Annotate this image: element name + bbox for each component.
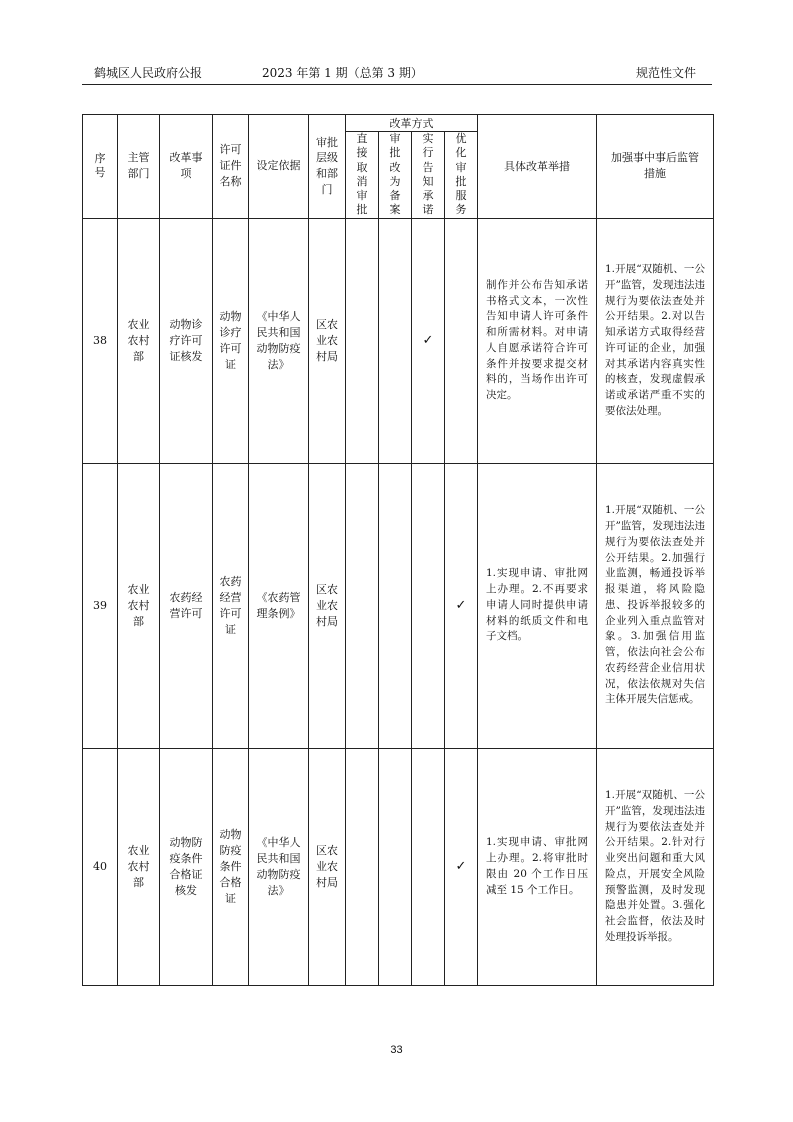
cell-supervision: 1.开展“双随机、一公开”监管，发现违法违规行为要依法查处并公开结果。2.对以告知承诺方式取得经营许可证的企业，加强对其承诺内容真实性的核查，发现虚假承诺或承诺严重不实的要依法处理。 [597,218,714,463]
cell-supervision: 1.开展“双随机、一公开”监管，发现违法违规行为要依法查处并公开结果。2.加强行业监测，畅通投诉举报渠道，将风险隐患、投诉举报较多的企业列入重点监管对象。3.加强信用监管，依法向社会公布农药经营企业信用状况，依法依规对失信主体开展失信惩戒。 [597,463,714,748]
cell-method-cancel [346,748,379,985]
col-header-item: 改革事项 [160,115,213,219]
cell-item: 动物防疫条件合格证核发 [160,748,213,985]
col-header-supervision: 加强事中事后监管措施 [597,115,714,219]
col-header-method-group: 改革方式 [346,115,478,132]
col-header-measures: 具体改革举措 [478,115,597,219]
table-row [83,463,714,748]
reform-table [82,114,714,986]
cell-basis: 《农药管理条例》 [249,463,309,748]
table-row [83,748,714,985]
cell-seq: 38 [83,218,118,463]
cell-method-promise [412,463,445,748]
cell-permit: 动物防疫条件合格证 [213,748,249,985]
cell-method-record [379,748,412,985]
cell-method-promise [412,748,445,985]
col-header-permit: 许可证件名称 [213,115,249,219]
cell-dept: 农业农村部 [118,748,160,985]
cell-method-optimize [445,463,478,748]
cell-method-optimize [445,748,478,985]
col-header-method-record: 审批改为备案 [379,132,412,219]
col-header-basis: 设定依据 [249,115,309,219]
page-number: 33 [390,1044,403,1056]
cell-permit: 动物诊疗许可证 [213,218,249,463]
cell-permit: 农药经营许可证 [213,463,249,748]
cell-seq: 39 [83,463,118,748]
table-row [83,218,714,463]
col-header-method-optimize: 优化审批服务 [445,132,478,219]
col-header-method-cancel: 直接取消审批 [346,132,379,219]
cell-seq: 40 [83,748,118,985]
page-header [82,64,712,84]
cell-level: 区农业农村局 [309,463,346,748]
header-section: 规范性文件 [635,66,696,80]
cell-dept: 农业农村部 [118,463,160,748]
cell-basis: 《中华人民共和国动物防疫法》 [249,218,309,463]
cell-dept: 农业农村部 [118,218,160,463]
cell-measures: 制作并公布告知承诺书格式文本，一次性告知申请人许可条件和所需材料。对申请人自愿承诺符合许可条件并按要求提交材料的，当场作出许可决定。 [478,218,597,463]
col-header-method-promise: 实行告知承诺 [412,132,445,219]
cell-basis: 《中华人民共和国动物防疫法》 [249,748,309,985]
cell-method-cancel [346,218,379,463]
cell-method-optimize [445,218,478,463]
check-mark-icon: ✓ [455,859,467,875]
cell-measures: 1.实现申请、审批网上办理。2.将审批时限由 20 个工作日压减至 15 个工作日。 [478,748,597,985]
cell-method-cancel [346,463,379,748]
header-publication: 鹤城区人民政府公报 [94,66,203,80]
cell-item: 农药经营许可 [160,463,213,748]
cell-item: 动物诊疗许可证核发 [160,218,213,463]
cell-method-promise [412,218,445,463]
cell-level: 区农业农村局 [309,218,346,463]
cell-measures: 1.实现申请、审批网上办理。2.不再要求申请人同时提供申请材料的纸质文件和电子文档。 [478,463,597,748]
header-issue: 2023 年第 1 期（总第 3 期） [262,66,423,80]
check-mark-icon: ✓ [422,333,434,349]
cell-method-record [379,463,412,748]
col-header-dept: 主管部门 [118,115,160,219]
header-rule [82,84,712,85]
col-header-level: 审批层级和部门 [309,115,346,219]
check-mark-icon: ✓ [455,598,467,614]
cell-level: 区农业农村局 [309,748,346,985]
cell-supervision: 1.开展“双随机、一公开”监管，发现违法违规行为要依法查处并公开结果。2.针对行业突出问题和重大风险点，开展安全风险预警监测，及时发现隐患并处置。3.强化社会监督，依法及时处理投诉举报。 [597,748,714,985]
cell-method-record [379,218,412,463]
col-header-seq: 序号 [83,115,118,219]
